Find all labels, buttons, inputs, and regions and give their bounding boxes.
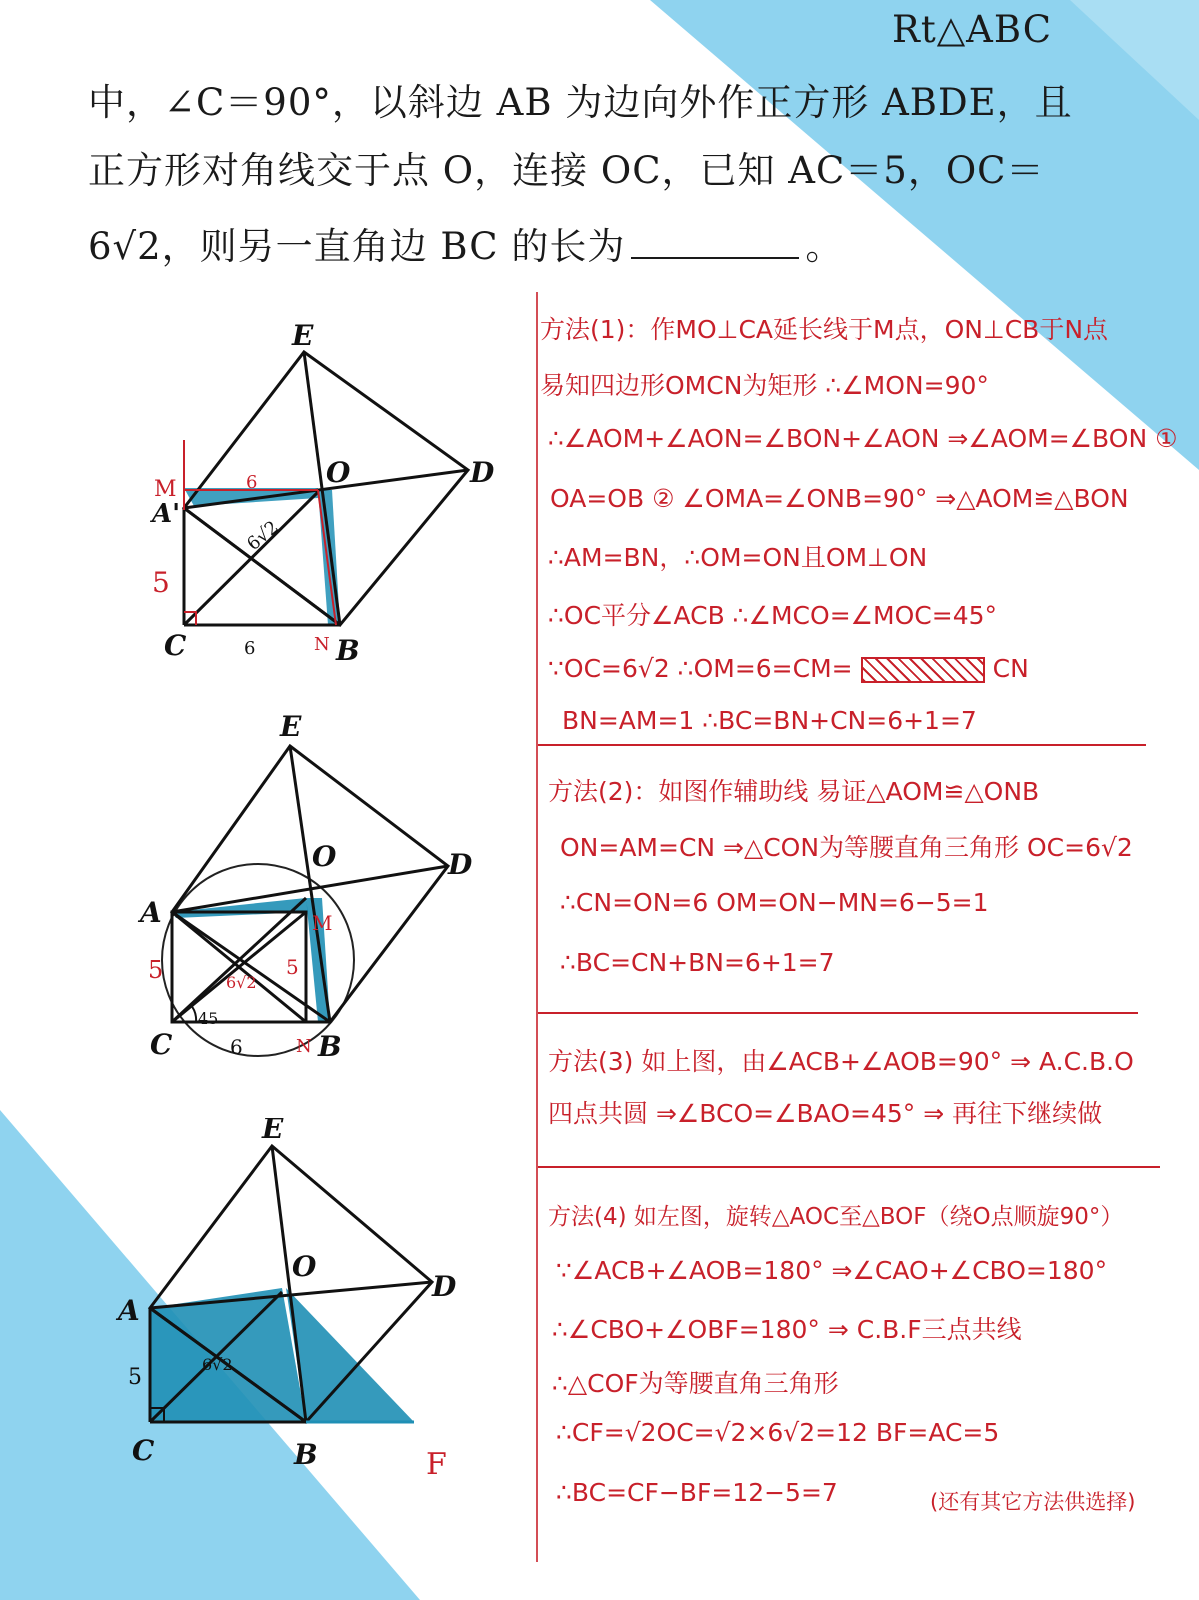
fig2-label-angle45: 45 bbox=[198, 1009, 219, 1028]
problem-line-3-text: 6√2，则另一直角边 BC 的长为 bbox=[88, 225, 626, 268]
fig1-label-O: O bbox=[326, 456, 351, 489]
method4-note: (还有其它方法供选择) bbox=[930, 1490, 1136, 1514]
fig1-label-six-bottom: 6 bbox=[244, 638, 256, 659]
fig2-label-five-left: 5 bbox=[148, 956, 164, 984]
answer-blank bbox=[631, 231, 799, 259]
method4-line-5: ∴BC=CF−BF=12−5=7 bbox=[556, 1478, 838, 1507]
fig1-label-E: E bbox=[292, 319, 314, 352]
method3-line-1: 四点共圆 ⇒∠BCO=∠BAO=45° ⇒ 再往下继续做 bbox=[548, 1099, 1103, 1128]
method1-line-2: ∴∠AOM+∠AON=∠BON+∠AON ⇒∠AOM=∠BON ① bbox=[548, 424, 1178, 453]
divider-2 bbox=[538, 1012, 1138, 1014]
method2-line-1: ON=AM=CN ⇒△CON为等腰直角三角形 OC=6√2 bbox=[560, 833, 1133, 862]
problem-line-2: 正方形对角线交于点 O，连接 OC，已知 AC＝5，OC＝ bbox=[88, 149, 1045, 192]
fig3-label-O: O bbox=[292, 1250, 317, 1283]
fig3-label-E: E bbox=[262, 1118, 284, 1145]
fig2-label-O: O bbox=[312, 840, 337, 873]
figure-3 bbox=[110, 1118, 490, 1488]
fig2-label-B: B bbox=[318, 1030, 342, 1063]
problem-line-0: Rt△ABC bbox=[892, 8, 1053, 51]
fig2-label-C: C bbox=[150, 1028, 173, 1061]
method4-line-2: ∴∠CBO+∠OBF=180° ⇒ C.B.F三点共线 bbox=[552, 1315, 1022, 1344]
fig3-label-A: A bbox=[118, 1294, 140, 1327]
fig1-label-six-top: 6 bbox=[246, 472, 258, 493]
method1-line-0: 方法(1)：作MO⊥CA延长线于M点，ON⊥CB于N点 bbox=[540, 315, 1109, 344]
fig2-label-six-root2: 6√2 bbox=[226, 973, 257, 992]
method2-line-0: 方法(2)：如图作辅助线 易证△AOM≌△ONB bbox=[548, 777, 1040, 806]
fig1-label-B: B bbox=[336, 634, 360, 667]
notes-margin-line bbox=[536, 292, 538, 1562]
fig1-label-N: N bbox=[314, 634, 330, 655]
figure-2 bbox=[130, 715, 490, 1075]
fig1-label-A1: A' bbox=[152, 499, 181, 529]
method4-line-3: ∴△COF为等腰直角三角形 bbox=[552, 1369, 839, 1398]
fig1-label-D: D bbox=[470, 456, 495, 489]
fig2-label-five-right: 5 bbox=[286, 955, 299, 979]
method3-line-0: 方法(3) 如上图，由∠ACB+∠AOB=90° ⇒ A.C.B.O bbox=[548, 1047, 1134, 1076]
fig1-label-six-root2: 6√2 bbox=[243, 516, 283, 555]
method4-line-0: 方法(4) 如左图，旋转△AOC至△BOF（绕O点顺旋90°） bbox=[548, 1204, 1124, 1230]
method1-line-6-tail: CN bbox=[992, 654, 1029, 683]
fig1-label-C: C bbox=[164, 629, 187, 662]
problem-line-3-end: 。 bbox=[805, 225, 844, 268]
fig3-label-six-root2: 6√2 bbox=[202, 1355, 233, 1374]
fig2-label-M: M bbox=[312, 911, 333, 935]
method2-line-2: ∴CN=ON=6 OM=ON−MN=6−5=1 bbox=[560, 888, 989, 917]
method1-line-7: BN=AM=1 ∴BC=BN+CN=6+1=7 bbox=[562, 706, 977, 735]
method4-line-1: ∵∠ACB+∠AOB=180° ⇒∠CAO+∠CBO=180° bbox=[556, 1256, 1108, 1285]
fig3-label-F: F bbox=[426, 1447, 447, 1482]
method4-line-4: ∴CF=√2OC=√2×6√2=12 BF=AC=5 bbox=[556, 1418, 1000, 1447]
problem-line-1: 中，∠C＝90°，以斜边 AB 为边向外作正方形 ABDE，且 bbox=[88, 81, 1073, 124]
fig2-label-D: D bbox=[448, 848, 473, 881]
fig2-label-A: A bbox=[140, 896, 162, 929]
fig2-label-N: N bbox=[296, 1036, 312, 1057]
fig1-label-five: 5 bbox=[152, 566, 170, 599]
method1-line-5: ∴OC平分∠ACB ∴∠MCO=∠MOC=45° bbox=[548, 601, 998, 630]
fig1-label-M: M bbox=[154, 477, 177, 502]
divider-1 bbox=[538, 744, 1146, 746]
method1-line-6 bbox=[548, 654, 1029, 683]
figure-1 bbox=[130, 310, 510, 670]
fig3-label-five: 5 bbox=[128, 1365, 142, 1390]
fig3-label-B: B bbox=[294, 1438, 318, 1471]
fig3-label-D: D bbox=[432, 1270, 457, 1303]
divider-3 bbox=[538, 1166, 1160, 1168]
method1-line-3: OA=OB ② ∠OMA=∠ONB=90° ⇒△AOM≌△BON bbox=[550, 484, 1129, 513]
method1-line-1: 易知四边形OMCN为矩形 ∴∠MON=90° bbox=[540, 371, 989, 400]
fig2-label-E: E bbox=[280, 715, 302, 743]
crossed-out-box bbox=[861, 657, 985, 683]
method2-line-3: ∴BC=CN+BN=6+1=7 bbox=[560, 948, 835, 977]
fig2-label-six: 6 bbox=[230, 1035, 243, 1059]
problem-line-3 bbox=[88, 216, 843, 270]
method1-line-6-text: ∵OC=6√2 ∴OM=6=CM= bbox=[548, 654, 853, 683]
fig3-label-C: C bbox=[132, 1434, 155, 1467]
method1-line-4: ∴AM=BN，∴OM=ON且OM⊥ON bbox=[548, 543, 928, 572]
